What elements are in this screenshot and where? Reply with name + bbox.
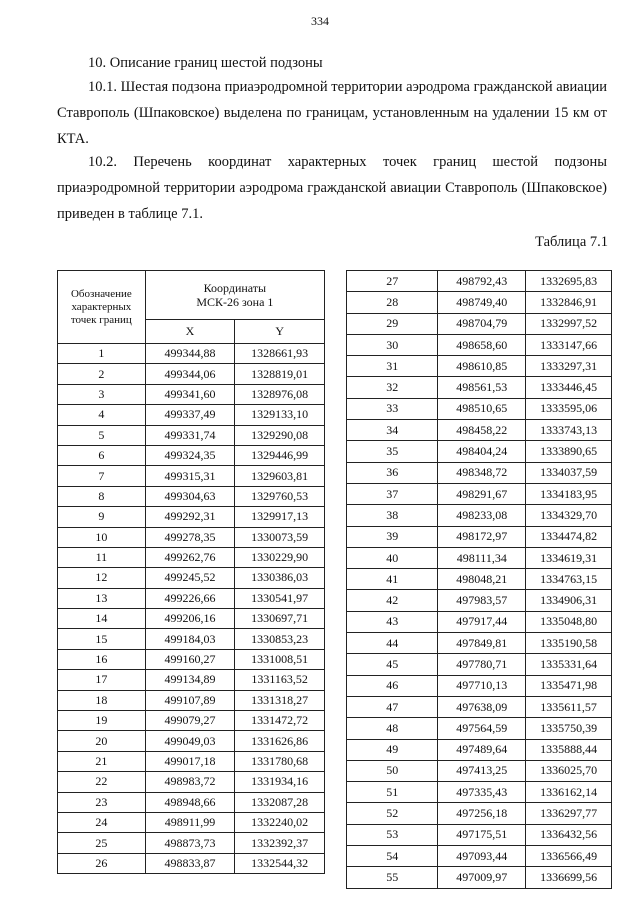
point-number-cell: 21 (58, 751, 146, 771)
point-number-cell: 43 (347, 611, 438, 632)
x-coordinate-cell: 498749,40 (438, 292, 526, 313)
table-row (347, 675, 612, 696)
table-row (58, 731, 325, 751)
y-coordinate-cell: 1328661,93 (235, 344, 325, 364)
x-coordinate-cell: 498873,73 (145, 833, 235, 853)
x-coordinate-cell: 499315,31 (145, 466, 235, 486)
y-coordinate-cell: 1335888,44 (526, 739, 612, 760)
y-coordinate-cell: 1330697,71 (235, 609, 325, 629)
table-row (347, 462, 612, 483)
table-row (58, 425, 325, 445)
table-row (58, 364, 325, 384)
point-number-cell: 26 (58, 853, 146, 873)
point-number-cell: 9 (58, 507, 146, 527)
y-coordinate-cell: 1334474,82 (526, 526, 612, 547)
y-coordinate-cell: 1331008,51 (235, 649, 325, 669)
table-row (58, 568, 325, 588)
point-number-cell: 22 (58, 772, 146, 792)
x-coordinate-cell: 497093,44 (438, 846, 526, 867)
table-caption: Таблица 7.1 (535, 234, 608, 250)
table-row (347, 760, 612, 781)
x-coordinate-cell: 499107,89 (145, 690, 235, 710)
y-coordinate-cell: 1330386,03 (235, 568, 325, 588)
y-coordinate-cell: 1336432,56 (526, 824, 612, 845)
point-number-cell: 3 (58, 384, 146, 404)
point-number-cell: 49 (347, 739, 438, 760)
point-number-cell: 16 (58, 649, 146, 669)
header-coordinates-line2: МСК-26 зона 1 (196, 294, 274, 309)
x-coordinate-cell: 498404,24 (438, 441, 526, 462)
x-coordinate-cell: 497710,13 (438, 675, 526, 696)
y-coordinate-cell: 1331472,72 (235, 711, 325, 731)
y-coordinate-cell: 1328819,01 (235, 364, 325, 384)
table-row (347, 547, 612, 568)
table-row (58, 507, 325, 527)
coordinates-table-right (346, 270, 612, 889)
point-number-cell: 29 (347, 313, 438, 334)
table-row (347, 398, 612, 419)
table-row (347, 633, 612, 654)
y-coordinate-cell: 1332695,83 (526, 271, 612, 292)
coordinates-table-left (57, 270, 325, 874)
point-number-cell: 19 (58, 711, 146, 731)
header-y: Y (235, 319, 325, 343)
x-coordinate-cell: 499262,76 (145, 547, 235, 567)
table-row (347, 824, 612, 845)
point-number-cell: 45 (347, 654, 438, 675)
point-number-cell: 47 (347, 696, 438, 717)
table-row (58, 772, 325, 792)
point-number-cell: 23 (58, 792, 146, 812)
table-row (58, 751, 325, 771)
x-coordinate-cell: 499278,35 (145, 527, 235, 547)
y-coordinate-cell: 1335190,58 (526, 633, 612, 654)
x-coordinate-cell: 497564,59 (438, 718, 526, 739)
table-row (58, 588, 325, 608)
table-row (58, 466, 325, 486)
y-coordinate-cell: 1334619,31 (526, 547, 612, 568)
x-coordinate-cell: 499341,60 (145, 384, 235, 404)
y-coordinate-cell: 1331318,27 (235, 690, 325, 710)
table-row (347, 483, 612, 504)
y-coordinate-cell: 1335331,64 (526, 654, 612, 675)
x-coordinate-cell: 499337,49 (145, 405, 235, 425)
y-coordinate-cell: 1329603,81 (235, 466, 325, 486)
table-row (58, 609, 325, 629)
table-row (347, 803, 612, 824)
point-number-cell: 53 (347, 824, 438, 845)
y-coordinate-cell: 1330073,59 (235, 527, 325, 547)
y-coordinate-cell: 1336025,70 (526, 760, 612, 781)
y-coordinate-cell: 1332544,32 (235, 853, 325, 873)
y-coordinate-cell: 1333446,45 (526, 377, 612, 398)
x-coordinate-cell: 499292,31 (145, 507, 235, 527)
x-coordinate-cell: 499017,18 (145, 751, 235, 771)
table-row (347, 441, 612, 462)
table-row (347, 526, 612, 547)
point-number-cell: 48 (347, 718, 438, 739)
point-number-cell: 36 (347, 462, 438, 483)
point-number-cell: 46 (347, 675, 438, 696)
point-number-cell: 33 (347, 398, 438, 419)
x-coordinate-cell: 497489,64 (438, 739, 526, 760)
point-number-cell: 20 (58, 731, 146, 751)
x-coordinate-cell: 497335,43 (438, 782, 526, 803)
x-coordinate-cell: 497917,44 (438, 611, 526, 632)
point-number-cell: 18 (58, 690, 146, 710)
x-coordinate-cell: 498561,53 (438, 377, 526, 398)
x-coordinate-cell: 499344,06 (145, 364, 235, 384)
table-row (347, 846, 612, 867)
table-row (347, 271, 612, 292)
table-row (58, 629, 325, 649)
header-coordinates (145, 271, 324, 320)
table-row (58, 405, 325, 425)
paragraph-10-1: 10.1. Шестая подзона приаэродромной территории аэродрома гражданской авиации Ставрополь (Шпаковское) выделена по границам, установленным на удалении 15 км от КТА. (57, 79, 607, 147)
table-row (58, 792, 325, 812)
y-coordinate-cell: 1332392,37 (235, 833, 325, 853)
point-number-cell: 52 (347, 803, 438, 824)
point-number-cell: 15 (58, 629, 146, 649)
y-coordinate-cell: 1335750,39 (526, 718, 612, 739)
table-row (58, 670, 325, 690)
y-coordinate-cell: 1328976,08 (235, 384, 325, 404)
x-coordinate-cell: 499160,27 (145, 649, 235, 669)
x-coordinate-cell: 499134,89 (145, 670, 235, 690)
section-heading: 10. Описание границ шестой подзоны (88, 55, 323, 71)
x-coordinate-cell: 499304,63 (145, 486, 235, 506)
table-row (347, 505, 612, 526)
table-row (58, 384, 325, 404)
point-number-cell: 55 (347, 867, 438, 888)
point-number-cell: 8 (58, 486, 146, 506)
point-number-cell: 27 (347, 271, 438, 292)
y-coordinate-cell: 1329917,13 (235, 507, 325, 527)
point-number-cell: 30 (347, 334, 438, 355)
x-coordinate-cell: 497780,71 (438, 654, 526, 675)
point-number-cell: 17 (58, 670, 146, 690)
x-coordinate-cell: 498111,34 (438, 547, 526, 568)
point-number-cell: 38 (347, 505, 438, 526)
x-coordinate-cell: 499245,52 (145, 568, 235, 588)
table-row (347, 654, 612, 675)
y-coordinate-cell: 1335048,80 (526, 611, 612, 632)
page-number: 334 (311, 14, 329, 28)
y-coordinate-cell: 1333297,31 (526, 356, 612, 377)
x-coordinate-cell: 497256,18 (438, 803, 526, 824)
point-number-cell: 41 (347, 569, 438, 590)
y-coordinate-cell: 1332846,91 (526, 292, 612, 313)
y-coordinate-cell: 1329133,10 (235, 405, 325, 425)
table-row (347, 569, 612, 590)
y-coordinate-cell: 1333595,06 (526, 398, 612, 419)
x-coordinate-cell: 499079,27 (145, 711, 235, 731)
y-coordinate-cell: 1331163,52 (235, 670, 325, 690)
point-number-cell: 1 (58, 344, 146, 364)
x-coordinate-cell: 498233,08 (438, 505, 526, 526)
y-coordinate-cell: 1334763,15 (526, 569, 612, 590)
y-coordinate-cell: 1331780,68 (235, 751, 325, 771)
header-coordinates-line1: Координаты (203, 280, 267, 295)
table-row (58, 711, 325, 731)
point-number-cell: 50 (347, 760, 438, 781)
point-number-cell: 40 (347, 547, 438, 568)
header-point-label: Обозначение характерных точек границ (58, 271, 146, 344)
point-number-cell: 12 (58, 568, 146, 588)
point-number-cell: 44 (347, 633, 438, 654)
x-coordinate-cell: 498983,72 (145, 772, 235, 792)
table-row (347, 782, 612, 803)
point-number-cell: 7 (58, 466, 146, 486)
y-coordinate-cell: 1334329,70 (526, 505, 612, 526)
table-row (347, 377, 612, 398)
y-coordinate-cell: 1330541,97 (235, 588, 325, 608)
table-row (58, 649, 325, 669)
table-row (58, 853, 325, 873)
y-coordinate-cell: 1329290,08 (235, 425, 325, 445)
x-coordinate-cell: 497009,97 (438, 867, 526, 888)
y-coordinate-cell: 1334906,31 (526, 590, 612, 611)
y-coordinate-cell: 1331626,86 (235, 731, 325, 751)
x-coordinate-cell: 499184,03 (145, 629, 235, 649)
y-coordinate-cell: 1332240,02 (235, 812, 325, 832)
x-coordinate-cell: 497175,51 (438, 824, 526, 845)
x-coordinate-cell: 499324,35 (145, 445, 235, 465)
y-coordinate-cell: 1336566,49 (526, 846, 612, 867)
y-coordinate-cell: 1335471,98 (526, 675, 612, 696)
point-number-cell: 25 (58, 833, 146, 853)
table-row (347, 696, 612, 717)
x-coordinate-cell: 499344,88 (145, 344, 235, 364)
table-row (347, 867, 612, 888)
point-number-cell: 51 (347, 782, 438, 803)
point-number-cell: 2 (58, 364, 146, 384)
point-number-cell: 39 (347, 526, 438, 547)
table-row (347, 356, 612, 377)
x-coordinate-cell: 498833,87 (145, 853, 235, 873)
x-coordinate-cell: 497849,81 (438, 633, 526, 654)
x-coordinate-cell: 499226,66 (145, 588, 235, 608)
point-number-cell: 28 (347, 292, 438, 313)
point-number-cell: 4 (58, 405, 146, 425)
point-number-cell: 11 (58, 547, 146, 567)
y-coordinate-cell: 1336297,77 (526, 803, 612, 824)
paragraph-10-2: 10.2. Перечень координат характерных точек границ шестой подзоны приаэродромной территории аэродрома гражданской авиации Ставрополь (Шпаковское) приведен в таблице 7.1. (57, 154, 607, 222)
x-coordinate-cell: 499206,16 (145, 609, 235, 629)
y-coordinate-cell: 1329446,99 (235, 445, 325, 465)
x-coordinate-cell: 498048,21 (438, 569, 526, 590)
table-row (347, 739, 612, 760)
y-coordinate-cell: 1336699,56 (526, 867, 612, 888)
x-coordinate-cell: 497638,09 (438, 696, 526, 717)
point-number-cell: 24 (58, 812, 146, 832)
y-coordinate-cell: 1332087,28 (235, 792, 325, 812)
point-number-cell: 5 (58, 425, 146, 445)
y-coordinate-cell: 1336162,14 (526, 782, 612, 803)
table-row (58, 527, 325, 547)
x-coordinate-cell: 497413,25 (438, 760, 526, 781)
y-coordinate-cell: 1333147,66 (526, 334, 612, 355)
table-row (58, 547, 325, 567)
point-number-cell: 54 (347, 846, 438, 867)
point-number-cell: 34 (347, 420, 438, 441)
y-coordinate-cell: 1331934,16 (235, 772, 325, 792)
x-coordinate-cell: 498704,79 (438, 313, 526, 334)
point-number-cell: 14 (58, 609, 146, 629)
x-coordinate-cell: 498948,66 (145, 792, 235, 812)
x-coordinate-cell: 498911,99 (145, 812, 235, 832)
y-coordinate-cell: 1332997,52 (526, 313, 612, 334)
y-coordinate-cell: 1330853,23 (235, 629, 325, 649)
header-x: X (145, 319, 235, 343)
table-row (58, 445, 325, 465)
table-row (58, 690, 325, 710)
table-row (347, 292, 612, 313)
x-coordinate-cell: 498510,65 (438, 398, 526, 419)
y-coordinate-cell: 1334183,95 (526, 483, 612, 504)
x-coordinate-cell: 498458,22 (438, 420, 526, 441)
x-coordinate-cell: 499049,03 (145, 731, 235, 751)
point-number-cell: 37 (347, 483, 438, 504)
y-coordinate-cell: 1333743,13 (526, 420, 612, 441)
point-number-cell: 31 (347, 356, 438, 377)
y-coordinate-cell: 1334037,59 (526, 462, 612, 483)
x-coordinate-cell: 498792,43 (438, 271, 526, 292)
y-coordinate-cell: 1329760,53 (235, 486, 325, 506)
point-number-cell: 35 (347, 441, 438, 462)
table-row (58, 344, 325, 364)
x-coordinate-cell: 498348,72 (438, 462, 526, 483)
table-row (347, 718, 612, 739)
point-number-cell: 42 (347, 590, 438, 611)
table-row (58, 486, 325, 506)
x-coordinate-cell: 497983,57 (438, 590, 526, 611)
table-row (347, 611, 612, 632)
table-row (347, 334, 612, 355)
point-number-cell: 10 (58, 527, 146, 547)
point-number-cell: 13 (58, 588, 146, 608)
y-coordinate-cell: 1335611,57 (526, 696, 612, 717)
x-coordinate-cell: 498610,85 (438, 356, 526, 377)
table-row (347, 590, 612, 611)
table-row (347, 420, 612, 441)
x-coordinate-cell: 498658,60 (438, 334, 526, 355)
table-row (58, 812, 325, 832)
x-coordinate-cell: 498291,67 (438, 483, 526, 504)
x-coordinate-cell: 498172,97 (438, 526, 526, 547)
x-coordinate-cell: 499331,74 (145, 425, 235, 445)
y-coordinate-cell: 1333890,65 (526, 441, 612, 462)
table-row (347, 313, 612, 334)
y-coordinate-cell: 1330229,90 (235, 547, 325, 567)
table-row (58, 833, 325, 853)
point-number-cell: 32 (347, 377, 438, 398)
point-number-cell: 6 (58, 445, 146, 465)
